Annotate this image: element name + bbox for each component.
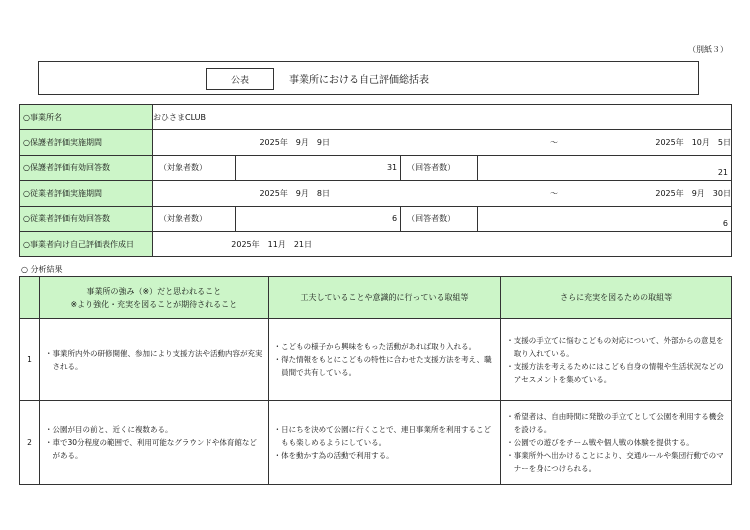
efforts-cell bbox=[268, 401, 501, 485]
office-name-row bbox=[20, 105, 732, 130]
strengths-cell bbox=[39, 401, 268, 485]
header-improvements: さらに充実を図るための取組等 bbox=[501, 277, 732, 319]
staff-period-label: ○従業者評価実施期間 bbox=[20, 181, 153, 206]
guardian-respondent-value: 21 bbox=[478, 155, 732, 180]
guardian-count-row bbox=[20, 155, 732, 180]
created-date-label: ○事業者向け自己評価表作成日 bbox=[20, 231, 153, 256]
list-item: ・ 支援方法を考えるためにはこども自身の情報や生活状況などのアセスメントを集めている。 bbox=[506, 361, 724, 384]
staff-respondent-label: （回答者数） bbox=[401, 206, 478, 231]
guardian-count-label: ○保護者評価有効回答数 bbox=[20, 155, 153, 180]
guardian-respondent-label: （回答者数） bbox=[401, 155, 478, 180]
created-date-row bbox=[20, 231, 732, 256]
guardian-period-start: 2025年 9月 9日 bbox=[259, 138, 330, 148]
header-strengths-note: ※より強化・充実を図ることが期待されること bbox=[70, 299, 238, 309]
page-title: 事業所における自己評価総括表 bbox=[289, 75, 429, 86]
guardian-period-end: 2025年 10月 5日 bbox=[655, 138, 731, 148]
header-box bbox=[38, 61, 699, 95]
efforts-cell bbox=[268, 319, 501, 401]
guardian-period-label: ○保護者評価実施期間 bbox=[20, 130, 153, 155]
analysis-table bbox=[19, 276, 732, 485]
list-item: ・ 事業所外へ出かけることにより、交通ルールや集団行動でのマナーを身につけられる。 bbox=[506, 451, 724, 473]
guardian-target-label: （対象者数） bbox=[153, 155, 236, 180]
improvements-cell bbox=[501, 401, 732, 485]
analysis-section-label: ○ 分析結果 bbox=[21, 265, 63, 274]
strengths-cell bbox=[39, 319, 268, 401]
list-item: ・ こどもの様子から興味をもった活動があれば取り入れる。 bbox=[273, 342, 477, 351]
staff-period-start: 2025年 9月 8日 bbox=[259, 188, 330, 198]
public-tag: 公表 bbox=[206, 68, 274, 90]
staff-period-cell bbox=[153, 181, 732, 206]
list-item: ・ 得た情報をもとにこどもの特性に合わせた支援方法を考え、職員間で共有している。 bbox=[273, 355, 492, 377]
row-number: 2 bbox=[20, 401, 40, 485]
list-item: ・ 体を動かす為の活動で利用する。 bbox=[273, 451, 394, 460]
list-item: ・ 事業所内外の研修開催、参加により支援方法や活動内容が充実される。 bbox=[44, 348, 263, 371]
staff-target-label: （対象者数） bbox=[153, 206, 236, 231]
list-item: ・ 希望者は、自由時間に発散の手立てとして公園を利用する機会を設ける。 bbox=[506, 412, 724, 434]
table-row bbox=[20, 319, 732, 401]
header-efforts: 工夫していることや意識的に行っている取組等 bbox=[268, 277, 501, 319]
staff-count-row bbox=[20, 206, 732, 231]
row-number: 1 bbox=[20, 319, 40, 401]
staff-period-sep: ～ bbox=[550, 188, 558, 198]
list-item: ・ 日にちを決めて公園に行くことで、連日事業所を利用するこどもも楽しめるようにしている。 bbox=[273, 425, 491, 447]
staff-respondent-value: 6 bbox=[478, 206, 732, 231]
list-item: ・ 公園が目の前と、近くに複数ある。 bbox=[44, 425, 173, 434]
header-strengths-title: 事業所の強み（※）だと思われること bbox=[86, 286, 222, 296]
analysis-header-row bbox=[20, 277, 732, 319]
guardian-period-sep: ～ bbox=[550, 138, 558, 148]
guardian-period-row bbox=[20, 130, 732, 155]
office-name: おひさまCLUB bbox=[153, 105, 732, 130]
list-item: ・ 支援の手立てに悩むこどもの対応について、外部からの意見を取り入れている。 bbox=[506, 335, 724, 358]
staff-target-value: 6 bbox=[235, 206, 400, 231]
header-strengths bbox=[39, 277, 268, 319]
staff-period-row bbox=[20, 181, 732, 206]
staff-period-end: 2025年 9月 30日 bbox=[655, 188, 731, 198]
created-date-cell bbox=[153, 231, 732, 256]
list-item: ・ 公園での遊びをチーム戦や個人戦の体験を提供する。 bbox=[506, 438, 694, 447]
list-item: ・ 車で30分程度の範囲で、利用可能なグラウンドや体育館などがある。 bbox=[44, 438, 257, 460]
annex-label: （別紙３） bbox=[688, 45, 728, 54]
guardian-target-value: 31 bbox=[235, 155, 400, 180]
staff-count-label: ○従業者評価有効回答数 bbox=[20, 206, 153, 231]
header-number-cell bbox=[20, 277, 40, 319]
created-date: 2025年 11月 21日 bbox=[231, 239, 312, 249]
table-row bbox=[20, 401, 732, 485]
improvements-cell bbox=[501, 319, 732, 401]
guardian-period-cell bbox=[153, 130, 732, 155]
info-table bbox=[19, 104, 732, 257]
office-name-label: ○事業所名 bbox=[20, 105, 153, 130]
